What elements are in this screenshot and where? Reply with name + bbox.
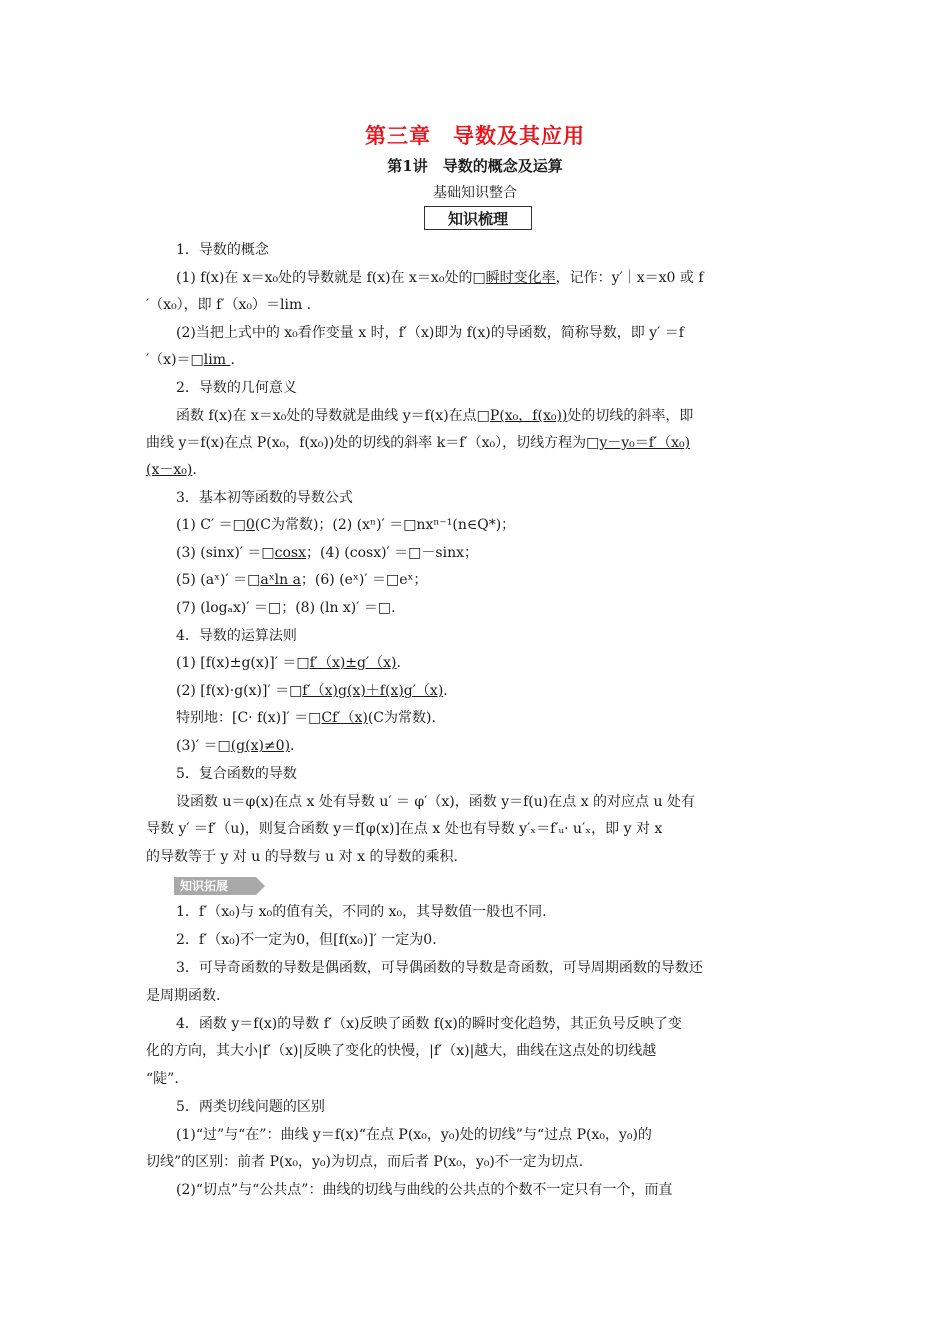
text-line: 是周期函数. [146,988,221,1004]
text-line: 化的方向，其大小|f′（x)|反映了变化的快慢，|f′（x)|越大，曲线在这点处的切线越 [146,1043,657,1059]
lecture-title: 第1讲 导数的概念及运算 [387,157,563,175]
text-segment: ，记作：y′｜x＝x0 或 f [555,270,704,286]
text-line: 5．两类切线问题的区别 [176,1099,325,1115]
answer-blank: aˣln a [260,572,301,588]
text-line: (7) (logₐx)′ ＝□；(8) (ln x)′ ＝□. [176,600,396,616]
text-line [176,268,704,288]
text-line: 导数 y′ ＝f′（u)，则复合函数 y＝f[φ(x)]在点 x 处也有导数 y′ₓ＝f′ᵤ· u′ₓ，即 y 对 x [146,821,663,837]
text-line: (2)当把上式中的 x₀看作变量 x 时，f′（x)即为 f(x)的导函数，简称导数，即 y′ ＝f [176,325,684,341]
text-line: 4．函数 y＝f(x)的导数 f′（x)反映了函数 f(x)的瞬时变化趋势，其正负号反映了变 [176,1016,682,1032]
text-line: “陡”. [146,1071,179,1087]
text-segment: 特别地：[C· f(x)]′ ＝□ [176,710,322,726]
text-line: 1．导数的概念 [176,242,269,258]
text-line [176,543,478,563]
answer-blank: f′（x)g(x)＋f(x)g′（x) [302,683,444,699]
text-segment: . [443,683,448,699]
text-line [176,653,401,673]
text-line [176,406,693,426]
answer-blank: 瞬时变化率 [485,270,556,286]
text-line: 设函数 u＝φ(x)在点 x 处有导数 u′ ＝ φ′（x)，函数 y＝f(u)在点 x 的对应点 u 处有 [176,794,695,810]
answer-blank: f′（x)±g′（x) [309,655,397,671]
answer-blank: P(x₀，f(x₀)) [489,408,568,424]
text-segment: . [290,738,295,754]
text-segment: ；(6) (eˣ)′ ＝□eˣ； [300,572,428,588]
text-segment: (5) (aˣ)′ ＝□ [176,572,261,588]
text-line [146,350,235,370]
knowledge-extension-tag: 知识拓展 [174,877,256,895]
text-segment: (3)′ ＝□ [176,738,231,754]
text-segment: . [230,352,235,368]
text-line: 2．f′（x₀)不一定为0，但[f(x₀)]′ 一定为0. [176,932,437,948]
text-segment: (C为常数). [367,710,436,726]
text-line: ′（x₀），即 f′（x₀）＝lim . [146,297,312,313]
text-line: 3．基本初等函数的导数公式 [176,490,353,506]
text-segment: (1) [f(x)±g(x)]′ ＝□ [176,655,310,671]
text-segment: (2) [f(x)·g(x)]′ ＝□ [176,683,303,699]
text-line [176,515,515,535]
text-line [146,460,197,480]
text-line [176,570,427,590]
text-segment: (1) C′ ＝□ [176,517,246,533]
text-segment: . [192,462,197,478]
text-line: (2)“切点”与“公共点”：曲线的切线与曲线的公共点的个数不一定只有一个，而直 [176,1182,673,1198]
text-line [176,708,436,728]
text-segment: (1) f(x)在 x＝x₀处的导数就是 f(x)在 x＝x₀处的□ [176,270,486,286]
text-segment: 函数 f(x)在 x＝x₀处的导数就是曲线 y＝f(x)在点□ [176,408,490,424]
text-line [176,681,448,701]
answer-blank: Cf′（x) [321,710,368,726]
text-line: 4．导数的运算法则 [176,628,297,644]
text-line: 切线”的区别：前者 P(x₀，y₀)为切点，而后者 P(x₀，y₀)不一定为切点. [146,1154,584,1170]
knowledge-summary-box: 知识梳理 [424,206,532,230]
section-title: 基础知识整合 [433,185,517,201]
text-line: 5．复合函数的导数 [176,766,297,782]
text-segment: (3) (sinx)′ ＝□ [176,545,275,561]
answer-blank: cosx [274,545,306,561]
answer-blank: (x－x₀) [146,462,193,478]
text-line [146,433,690,453]
text-segment: ′（x)＝□ [146,352,204,368]
text-line: 的导数等于 y 对 u 的导数与 u 对 x 的导数的乘积. [146,849,458,865]
text-segment: 处的切线的斜率，即 [567,408,694,424]
text-line: 3．可导奇函数的导数是偶函数，可导偶函数的导数是奇函数，可导周期函数的导数还 [176,960,703,976]
answer-blank: y－y₀＝f′（x₀) [599,435,691,451]
chapter-title: 第三章 导数及其应用 [365,123,585,148]
text-segment: ；(4) (cosx)′ ＝□－sinx； [306,545,478,561]
text-segment: . [396,655,401,671]
text-segment: 曲线 y＝f(x)在点 P(x₀，f(x₀))处的切线的斜率 k＝f′（x₀），切线方程为□ [146,435,600,451]
text-line: 2．导数的几何意义 [176,380,297,396]
text-line: (1)“过”与“在”：曲线 y＝f(x)“在点 P(x₀，y₀)处的切线”与“过点 P(x₀，y₀)的 [176,1127,652,1143]
text-segment: (C为常数)；(2) (xⁿ)′ ＝□nxⁿ⁻¹(n∈Q*)； [254,517,516,533]
answer-blank: 0 [245,517,255,533]
answer-blank: lim [203,352,231,368]
text-line: 1．f′（x₀)与 x₀的值有关，不同的 x₀，其导数值一般也不同. [176,904,547,920]
answer-blank: (g(x)≠0) [230,738,291,754]
text-line [176,736,294,756]
